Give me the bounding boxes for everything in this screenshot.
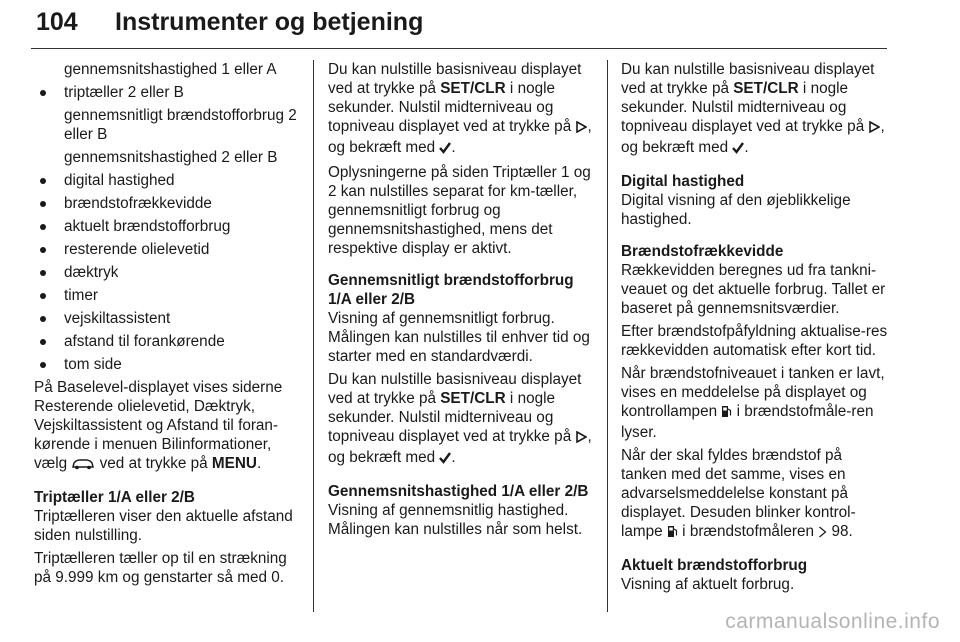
- watermark: carmanualsonline.info: [725, 610, 940, 633]
- list-item: afstand til forankørende: [34, 332, 300, 351]
- paragraph: Digital visning af den øjeblikkelige hastighed.: [621, 192, 851, 228]
- paragraph: Når der skal fyldes brændstof på tanken med det samme, vises en advarselsmeddelelse konstant på displayet. Desuden blinker kontrol-lampe i brændstofmåleren 98.: [621, 446, 889, 543]
- reset-paragraph: Du kan nulstille basisniveau displayet ved at trykke på SET/CLR i nogle sekunder. Nulstil midterniveau og topniveau displayet ved at trykke på , og bekræft med .: [328, 60, 594, 159]
- list-item: tom side: [34, 355, 300, 374]
- play-triangle-icon: [868, 119, 880, 138]
- bullet-dot: [40, 224, 46, 230]
- bullet-dot: [40, 247, 46, 253]
- list-item: timer: [34, 286, 300, 305]
- reference-arrow-icon: [818, 524, 827, 543]
- list-item: digital hastighed: [34, 171, 300, 190]
- list-item: resterende olielevetid: [34, 240, 300, 259]
- paragraph: Oplysningerne på siden Triptæller 1 og 2 kan nulstilles separat for km-tæller, gennemsnitligt forbrug og gennemsnitshastighed, mens det respektive display er aktivt.: [328, 164, 591, 257]
- bullet-dot: [40, 90, 46, 96]
- bullet-dot: [40, 178, 46, 184]
- column-divider: [607, 60, 608, 612]
- column-divider: [313, 60, 314, 612]
- bullet-list: [34, 83, 300, 102]
- fuel-pump-icon: [721, 404, 732, 423]
- section-heading: Gennemsnitligt brændstofforbrug 1/A eller 2/B: [328, 272, 574, 308]
- list-item: aktuelt brændstofforbrug: [34, 217, 300, 236]
- reset-paragraph: Du kan nulstille basisniveau displayet ved at trykke på SET/CLR i nogle sekunder. Nulstil midterniveau og topniveau displayet ved at trykke på , og bekræft med .: [328, 370, 594, 469]
- play-triangle-icon: [575, 429, 587, 448]
- sub-item: gennemsnitshastighed 2 eller B: [64, 149, 278, 166]
- car-icon: [71, 456, 95, 475]
- set-clr-label: SET/CLR: [440, 80, 506, 97]
- fuel-pump-icon: [667, 524, 678, 543]
- section-heading: Aktuelt brændstofforbrug: [621, 557, 808, 574]
- check-icon: [732, 140, 744, 159]
- paragraph: Triptælleren viser den aktuelle afstand siden nulstilling.: [34, 508, 293, 544]
- bullet-dot: [40, 270, 46, 276]
- bullet-dot: [40, 339, 46, 345]
- list-item: triptæller 2 eller B: [34, 83, 300, 102]
- column-1: [34, 60, 300, 587]
- header-rule: [31, 48, 887, 49]
- section-heading: Brændstofrækkevidde: [621, 243, 784, 260]
- paragraph: Rækkevidden beregnes ud fra tankni-veauet og det aktuelle forbrug. Tallet er baseret på gennemsnitsværdier.: [621, 262, 886, 317]
- menu-label: MENU: [211, 455, 257, 472]
- page-number: 104: [36, 8, 78, 36]
- page-header: [31, 4, 887, 48]
- set-clr-label: SET/CLR: [440, 390, 506, 407]
- section-heading: Triptæller 1/A eller 2/B: [34, 489, 195, 506]
- reset-paragraph: Du kan nulstille basisniveau displayet ved at trykke på SET/CLR i nogle sekunder. Nulstil midterniveau og topniveau displayet ved at trykke på , og bekræft med .: [621, 60, 889, 159]
- paragraph: Efter brændstofpåfyldning aktualise-res rækkevidden automatisk efter kort tid.: [621, 323, 888, 359]
- paragraph: Triptælleren tæller op til en strækning på 9.999 km og genstarter så med 0.: [34, 550, 287, 586]
- paragraph: Visning af gennemsnitligt forbrug. Målingen kan nulstilles til enhver tid og starter med en standardværdi.: [328, 310, 590, 365]
- bullet-dot: [40, 293, 46, 299]
- list-item: vejskiltassistent: [34, 309, 300, 328]
- paragraph: Visning af aktuelt forbrug.: [621, 576, 795, 593]
- column-3: [621, 60, 889, 594]
- bullet-list: [34, 171, 300, 374]
- sub-item: gennemsnitligt brændstofforbrug 2 eller B: [64, 107, 297, 143]
- bullet-dot: [40, 362, 46, 368]
- set-clr-label: SET/CLR: [733, 80, 799, 97]
- page-reference[interactable]: 98.: [831, 523, 853, 540]
- paragraph: Når brændstofniveauet i tanken er lavt, vises en meddelelse på displayet og kontrollampen i brændstofmåle-ren lyser.: [621, 365, 885, 441]
- list-item: brændstofrækkevidde: [34, 194, 300, 213]
- list-item: dæktryk: [34, 263, 300, 282]
- bullet-dot: [40, 316, 46, 322]
- list-continuation: gennemsnitshastighed 1 eller A: [64, 61, 277, 78]
- baselevel-paragraph: På Baselevel-displayet vises siderne Resterende olielevetid, Dæktryk, Vejskiltassistent og Afstand til foran-kørende i menuen Bilinformationer, vælg ved at trykke på MENU.: [34, 378, 300, 475]
- section-heading: Digital hastighed: [621, 173, 745, 190]
- check-icon: [439, 450, 451, 469]
- play-triangle-icon: [575, 119, 587, 138]
- column-2: [328, 60, 594, 539]
- paragraph: Visning af gennemsnitlig hastighed. Målingen kan nulstilles når som helst.: [328, 502, 583, 538]
- check-icon: [439, 140, 451, 159]
- section-heading: Gennemsnitshastighed 1/A eller 2/B: [328, 483, 589, 500]
- page-title: Instrumenter og betjening: [115, 8, 424, 36]
- bullet-dot: [40, 201, 46, 207]
